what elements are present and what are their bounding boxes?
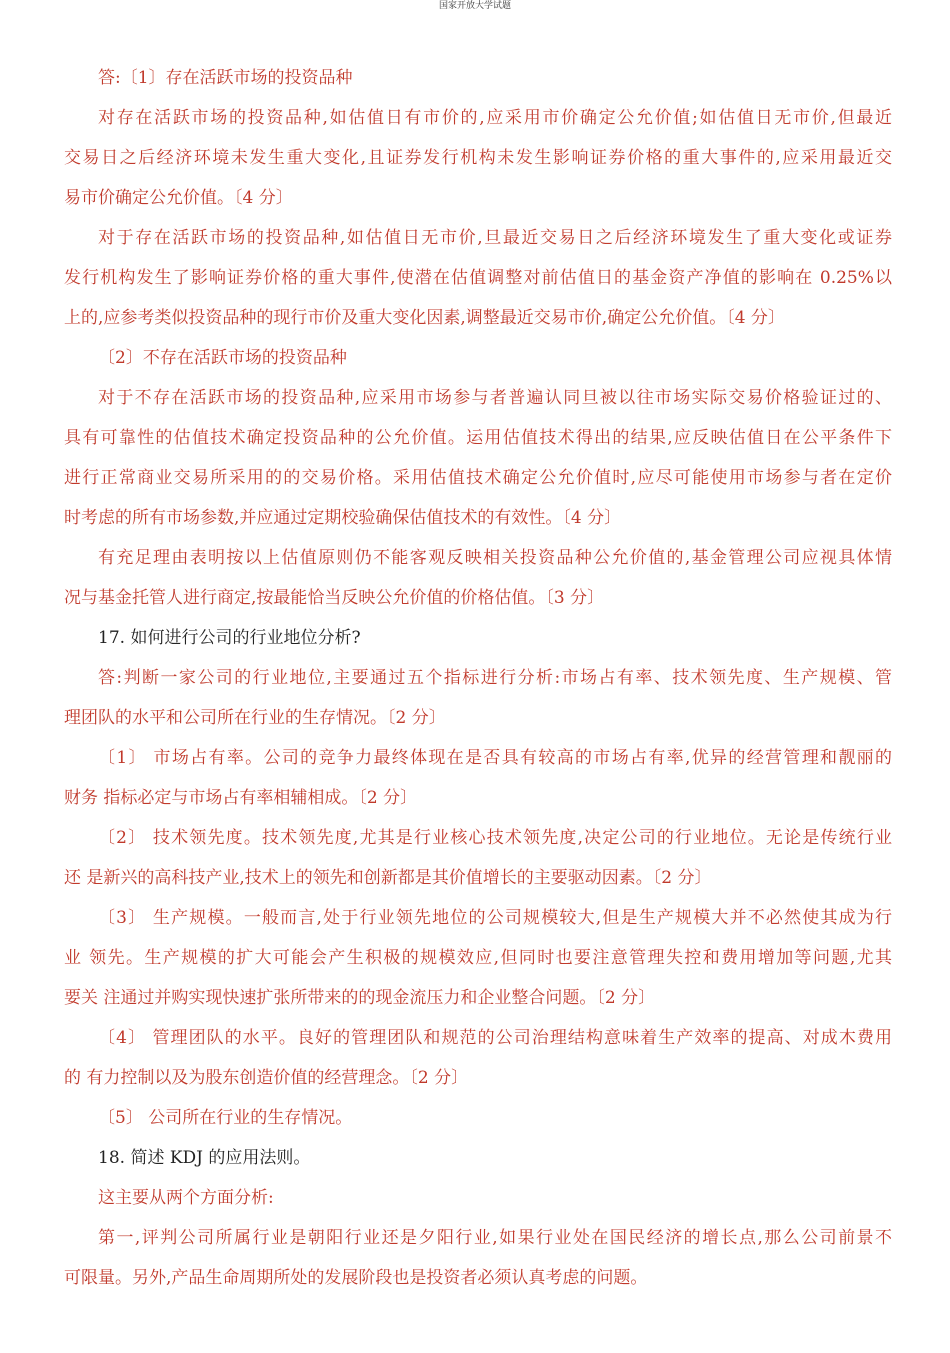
list-item: 〔5〕 公司所在行业的生存情况。 [98, 1108, 353, 1128]
paragraph-line: 财务 指标必定与市场占有率相辅相成。〔2 分〕 [64, 788, 418, 808]
paragraph-line: 答:判断一家公司的行业地位,主要通过五个指标进行分析:市场占有率、技术领先度、生产规模、管 [98, 668, 892, 688]
document-body [64, 58, 892, 1298]
question-17: 17. 如何进行公司的行业地位分析? [98, 628, 361, 648]
page-header: 国家开放大学试题 [438, 1, 511, 11]
paragraph-line: 对于不存在活跃市场的投资品种,应采用市场参与者普遍认同旦被以往市场实际交易价格验证过的、 [98, 388, 892, 408]
paragraph-line: 有充足理由表明按以上估值原则仍不能客观反映相关投资品种公允价值的,基金管理公司应视具体情 [98, 548, 892, 568]
paragraph-line: 业 领先。生产规模的扩大可能会产生积极的规模效应,但同时也要注意管理失控和费用增加等问题,尤其 [64, 948, 892, 968]
list-item: 〔3〕 生产规模。一般而言,处于行业领先地位的公司规模较大,但是生产规模大并不必然使其成为行 [98, 908, 892, 928]
paragraph-line: 交易日之后经济环境未发生重大变化,且证券发行机构未发生影响证券价格的重大事件的,应采用最近交 [64, 148, 892, 168]
paragraph-line: 时考虑的所有市场参数,并应通过定期校验确保估值技术的有效性。〔4 分〕 [64, 508, 622, 528]
paragraph-line: 第一,评判公司所属行业是朝阳行业还是夕阳行业,如果行业处在国民经济的增长点,那么公司前景不 [98, 1228, 892, 1248]
paragraph-line: 发行机构发生了影响证券价格的重大事件,使潜在估值调整对前估值日的基金资产净值的影响在 0.25%以 [64, 268, 892, 288]
answer-16-heading: 答:〔1〕存在活跃市场的投资品种 [98, 68, 353, 88]
list-item: 〔1〕 市场占有率。公司的竞争力最终体现在是否具有较高的市场占有率,优异的经营管理和靓丽的 [98, 748, 892, 768]
paragraph-line: 理团队的水平和公司所在行业的生存情况。〔2 分〕 [64, 708, 446, 728]
paragraph-line: 易市价确定公允价值。〔4 分〕 [64, 188, 293, 208]
paragraph-line: 的 有力控制以及为股东创造价值的经营理念。〔2 分〕 [64, 1068, 469, 1088]
paragraph-line: 可限量。另外,产品生命周期所处的发展阶段也是投资者必须认真考虑的问题。 [64, 1268, 648, 1288]
paragraph-line: 要关 注通过并购实现快速扩张所带来的的现金流压力和企业整合问题。〔2 分〕 [64, 988, 656, 1008]
subheading: 〔2〕不存在活跃市场的投资品种 [98, 348, 347, 368]
paragraph-line: 况与基金托管人进行商定,按最能恰当反映公允价值的价格估值。〔3 分〕 [64, 588, 605, 608]
list-item: 〔2〕 技术领先度。技术领先度,尤其是行业核心技术领先度,决定公司的行业地位。无论是传统行业 [98, 828, 892, 848]
list-item: 〔4〕 管理团队的水平。良好的管理团队和规范的公司治理结构意味着生产效率的提高、对成木费用 [98, 1028, 892, 1048]
paragraph-line: 这主要从两个方面分析: [98, 1188, 274, 1208]
paragraph-line: 进行正常商业交易所采用的的交易价格。采用估值技术确定公允价值时,应尽可能使用市场参与者在定价 [64, 468, 892, 488]
question-18: 18. 简述 KDJ 的应用法则。 [98, 1148, 311, 1168]
paragraph-line: 对存在活跃市场的投资品种,如估值日有市价的,应采用市价确定公允价值;如估值日无市价,但最近 [98, 108, 892, 128]
paragraph-line: 上的,应参考类似投资品种的现行市价及重大变化因素,调整最近交易市价,确定公允价值。〔4 分〕 [64, 308, 785, 328]
paragraph-line: 还 是新兴的高科技产业,技术上的领先和创新都是其价值增长的主要驱动因素。〔2 分〕 [64, 868, 712, 888]
paragraph-line: 对于存在活跃市场的投资品种,如估值日无市价,旦最近交易日之后经济环境发生了重大变化或证券 [98, 228, 892, 248]
paragraph-line: 具有可靠性的估值技术确定投资品种的公允价值。运用估值技术得出的结果,应反映估值日在公平条件下 [64, 428, 892, 448]
